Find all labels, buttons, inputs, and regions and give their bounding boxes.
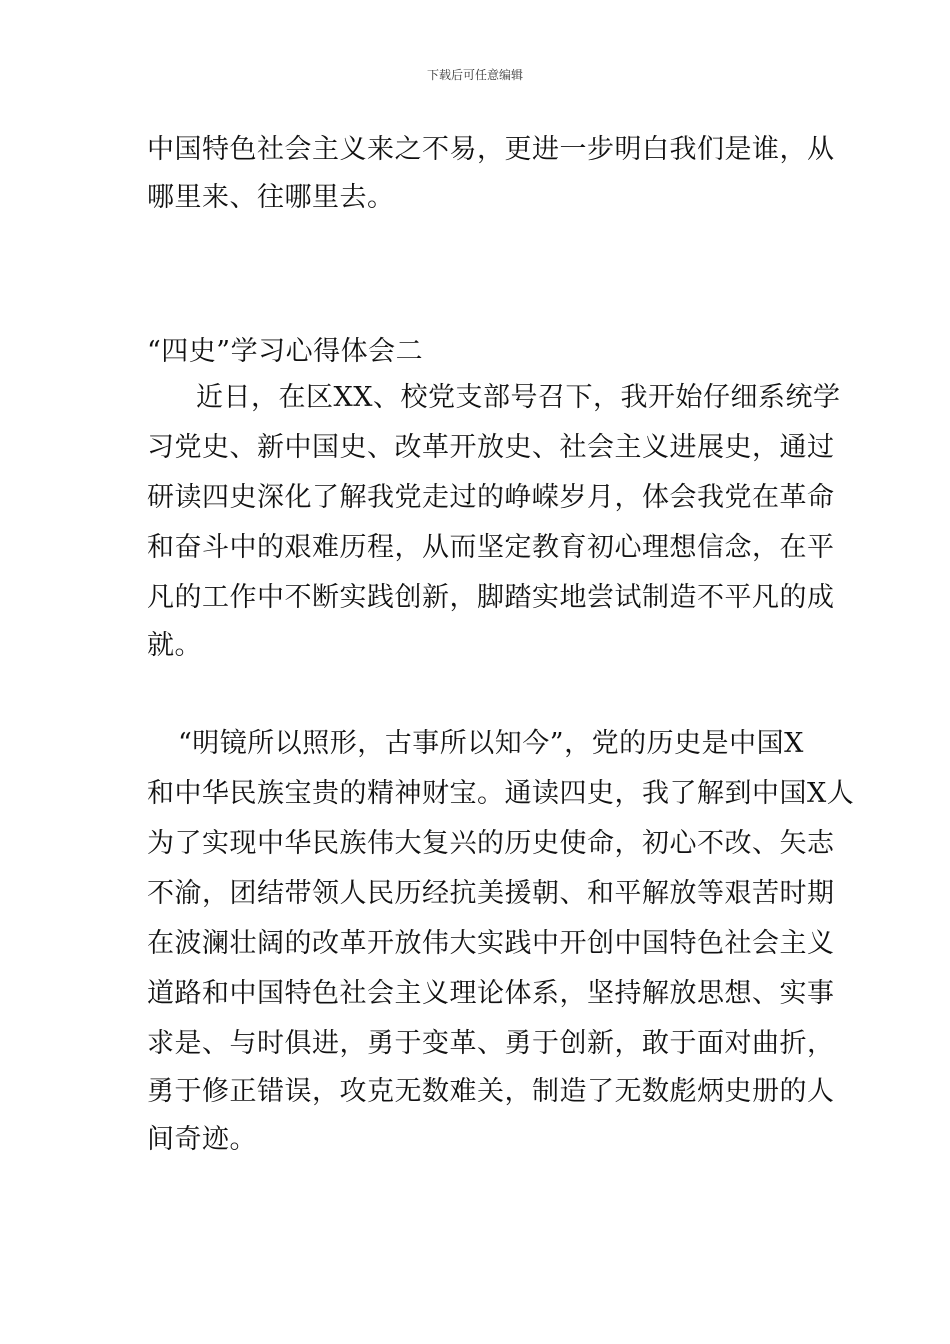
para2-line-4: 不渝，团结带领人民历经抗美援朝、和平解放等艰苦时期 bbox=[147, 878, 835, 909]
para2-line-3: 为了实现中华民族伟大复兴的历史使命，初心不改、矢志 bbox=[147, 828, 835, 859]
para2-line-2: 和中华民族宝贵的精神财宝。通读四史，我了解到中国X人 bbox=[147, 778, 855, 809]
para1-line-5: 凡的工作中不断实践创新，脚踏实地尝试制造不平凡的成 bbox=[147, 582, 835, 613]
para2-line-9: 间奇迹。 bbox=[147, 1124, 257, 1155]
section-title: “四史”学习心得体会二 bbox=[147, 336, 424, 367]
para1-line-6: 就。 bbox=[147, 630, 202, 661]
para2-line-1: “明镜所以照形，古事所以知今”，党的历史是中国X bbox=[178, 728, 804, 759]
para1-line-2: 习党史、新中国史、改革开放史、社会主义进展史，通过 bbox=[147, 432, 835, 463]
para2-line-7: 求是、与时俱进，勇于变革、勇于创新，敢于面对曲折， bbox=[147, 1028, 835, 1059]
para2-line-5: 在波澜壮阔的改革开放伟大实践中开创中国特色社会主义 bbox=[147, 928, 835, 959]
intro-line-2: 哪里来、往哪里去。 bbox=[147, 182, 395, 213]
intro-line-1: 中国特色社会主义来之不易，更进一步明白我们是谁，从 bbox=[147, 134, 835, 165]
para1-line-3: 研读四史深化了解我党走过的峥嵘岁月，体会我党在革命 bbox=[147, 482, 835, 513]
para2-line-6: 道路和中国特色社会主义理论体系，坚持解放思想、实事 bbox=[147, 978, 835, 1009]
para1-line-1: 近日，在区XX、校党支部号召下，我开始仔细系统学 bbox=[196, 382, 841, 413]
page-header-note: 下载后可任意编辑 bbox=[426, 68, 523, 82]
para1-line-4: 和奋斗中的艰难历程，从而坚定教育初心理想信念，在平 bbox=[147, 532, 835, 563]
para2-line-8: 勇于修正错误，攻克无数难关，制造了无数彪炳史册的人 bbox=[147, 1076, 835, 1107]
